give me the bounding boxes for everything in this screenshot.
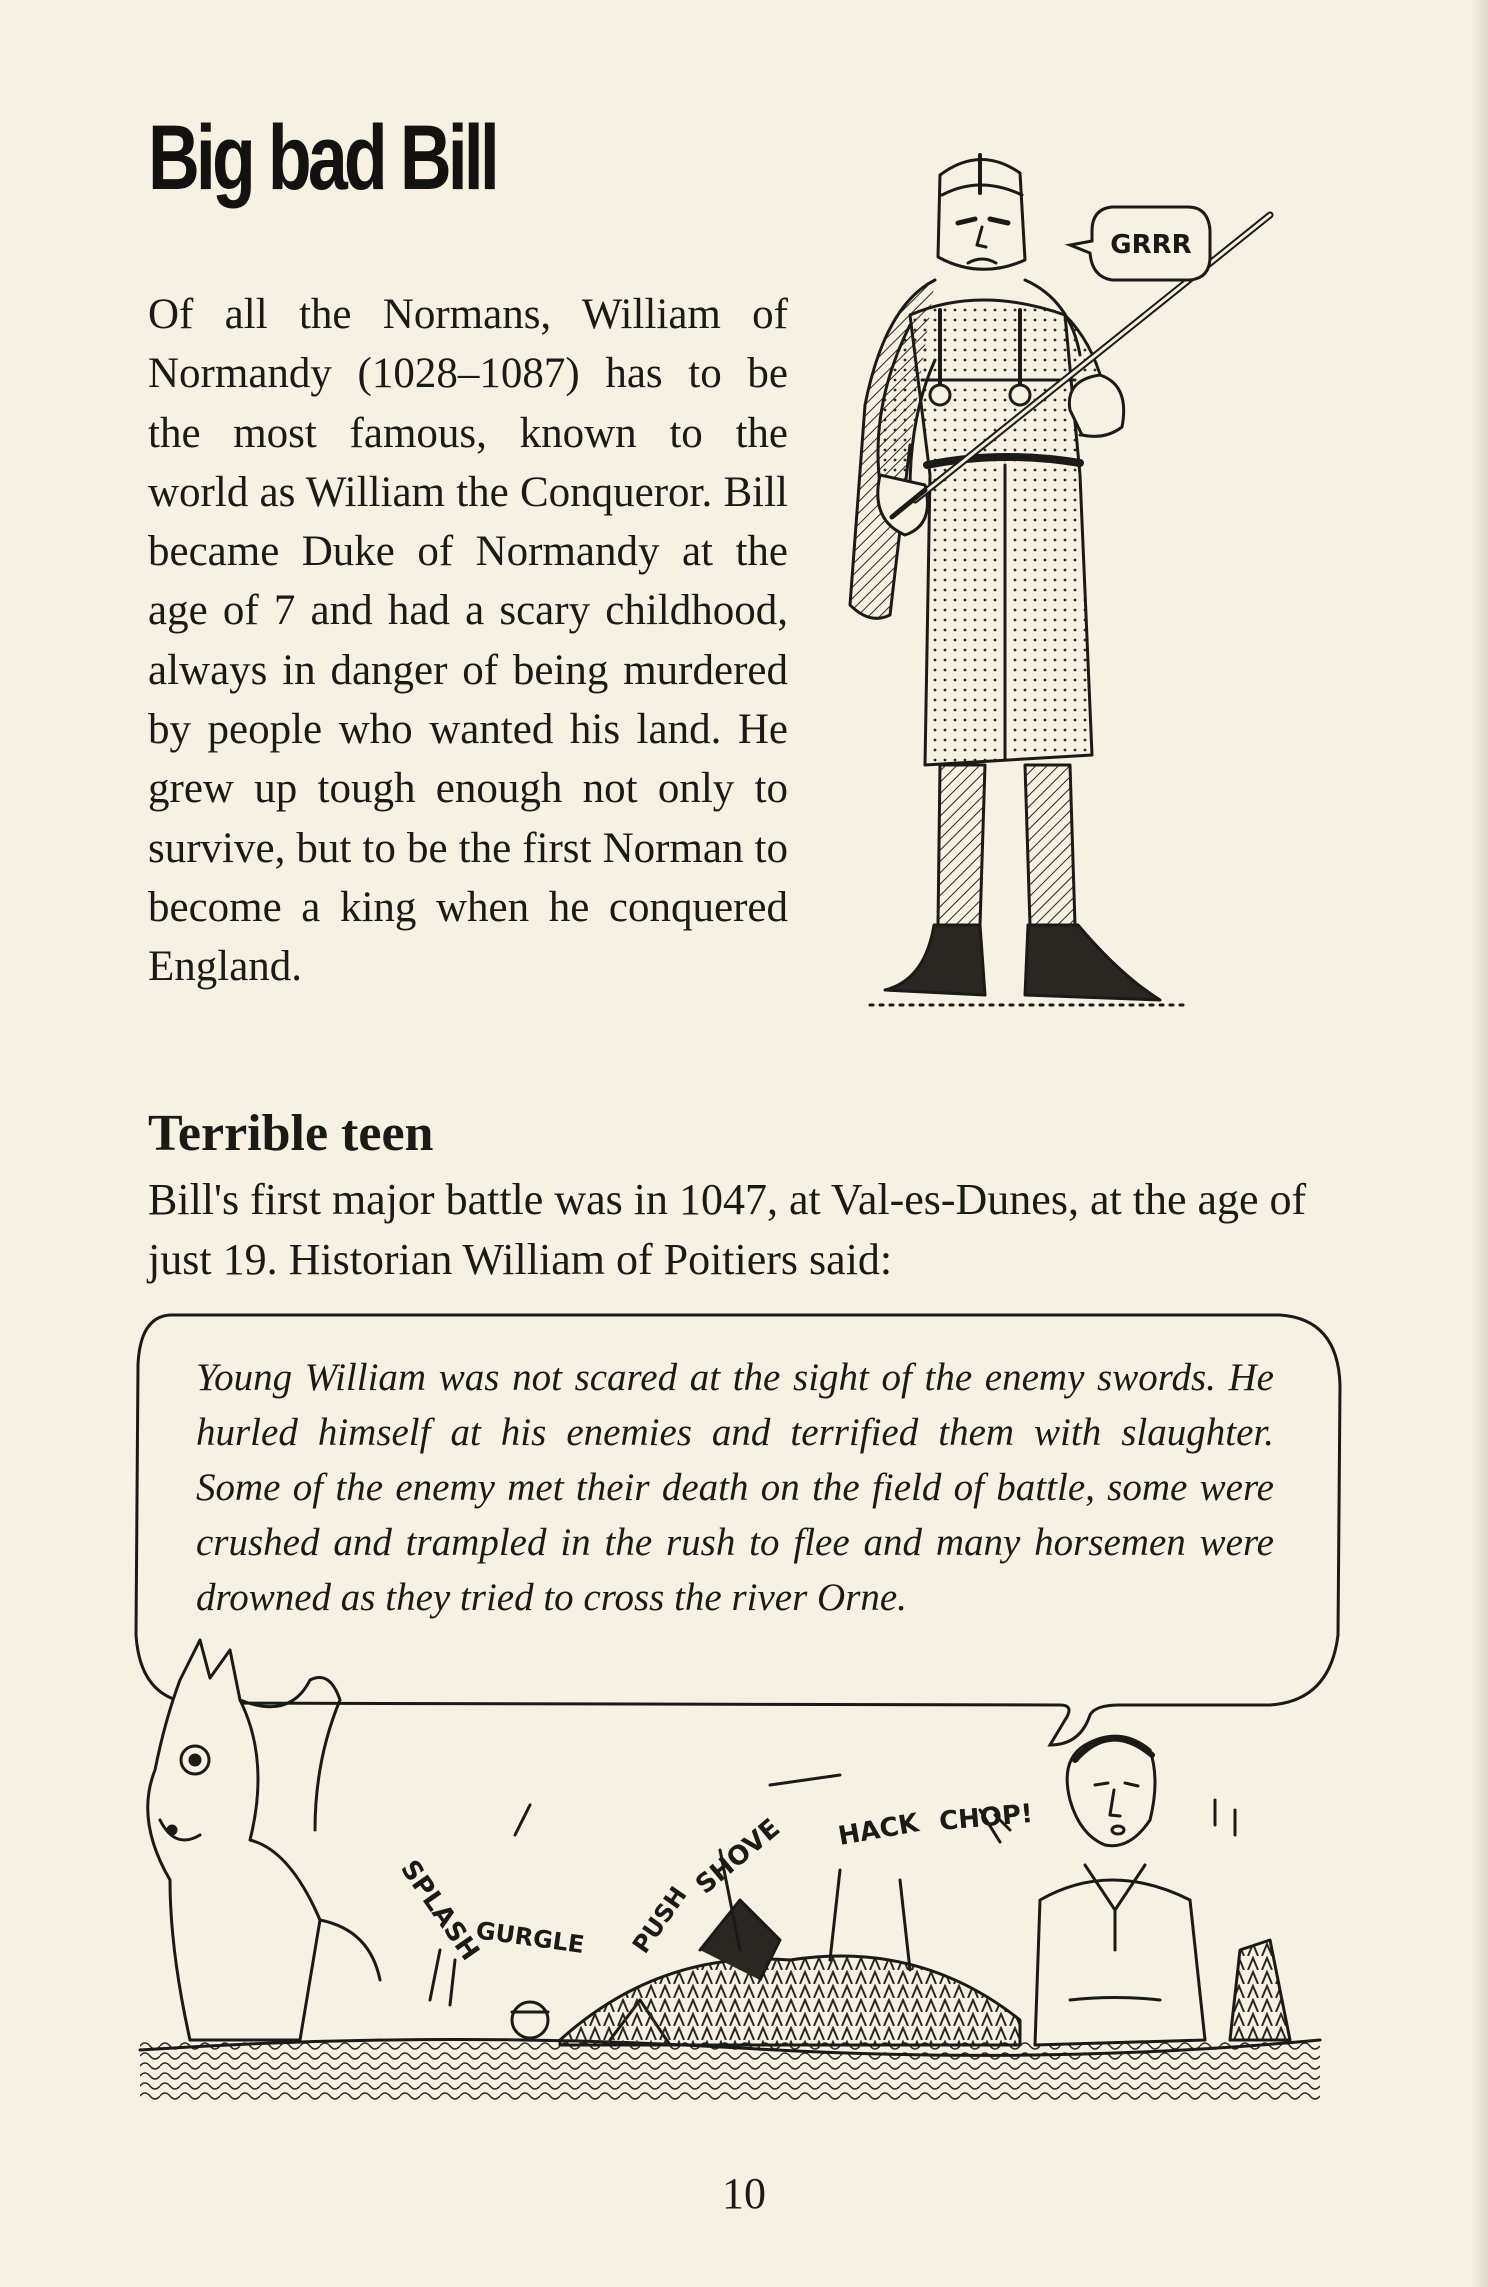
page-number: 10 xyxy=(722,2169,766,2218)
sound-hack: HACK xyxy=(836,1808,922,1852)
battle-illustration xyxy=(140,1620,1320,2100)
sound-shove: SHOVE xyxy=(690,1813,786,1901)
historian-quote: Young William was not scared at the sight of the enemy swords. He hurled himself at his enemies and terrified them with slaughter. Some of the enemy met their death on the field of battle, some were crushed and trampled in the rush to flee and many horsemen were drowned as they tried to cross the river Orne. xyxy=(196,1356,1274,1619)
page-edge-shadow xyxy=(1470,0,1488,2287)
section-lead: Bill's first major battle was in 1047, at Val-es-Dunes, at the age of just 19. Historian William of Poitiers said: xyxy=(148,1175,1307,1284)
william-speech-bubble xyxy=(1070,207,1210,280)
sound-splash: SPLASH xyxy=(394,1854,485,1967)
sound-chop: CHOP! xyxy=(937,1798,1035,1837)
page-title: Big bad Bill xyxy=(148,107,496,209)
sound-push: PUSH xyxy=(626,1881,693,1959)
william-speech-text: GRRR xyxy=(1110,230,1192,260)
william-illustration xyxy=(830,145,1290,1025)
section-heading: Terrible teen xyxy=(148,1105,434,1162)
intro-paragraph: Of all the Normans, William of Normandy (1028–1087) has to be the most famous, known to the world as William the Conqueror. Bill became Duke of Normandy at the age of 7 and had a scary childhood, always in danger of being murdered by people who wanted his land. He grew up tough enough not only to survive, but to be the first Norman to become a king when he conquered England. xyxy=(148,291,788,991)
sound-gurgle: GURGLE xyxy=(474,1916,587,1960)
